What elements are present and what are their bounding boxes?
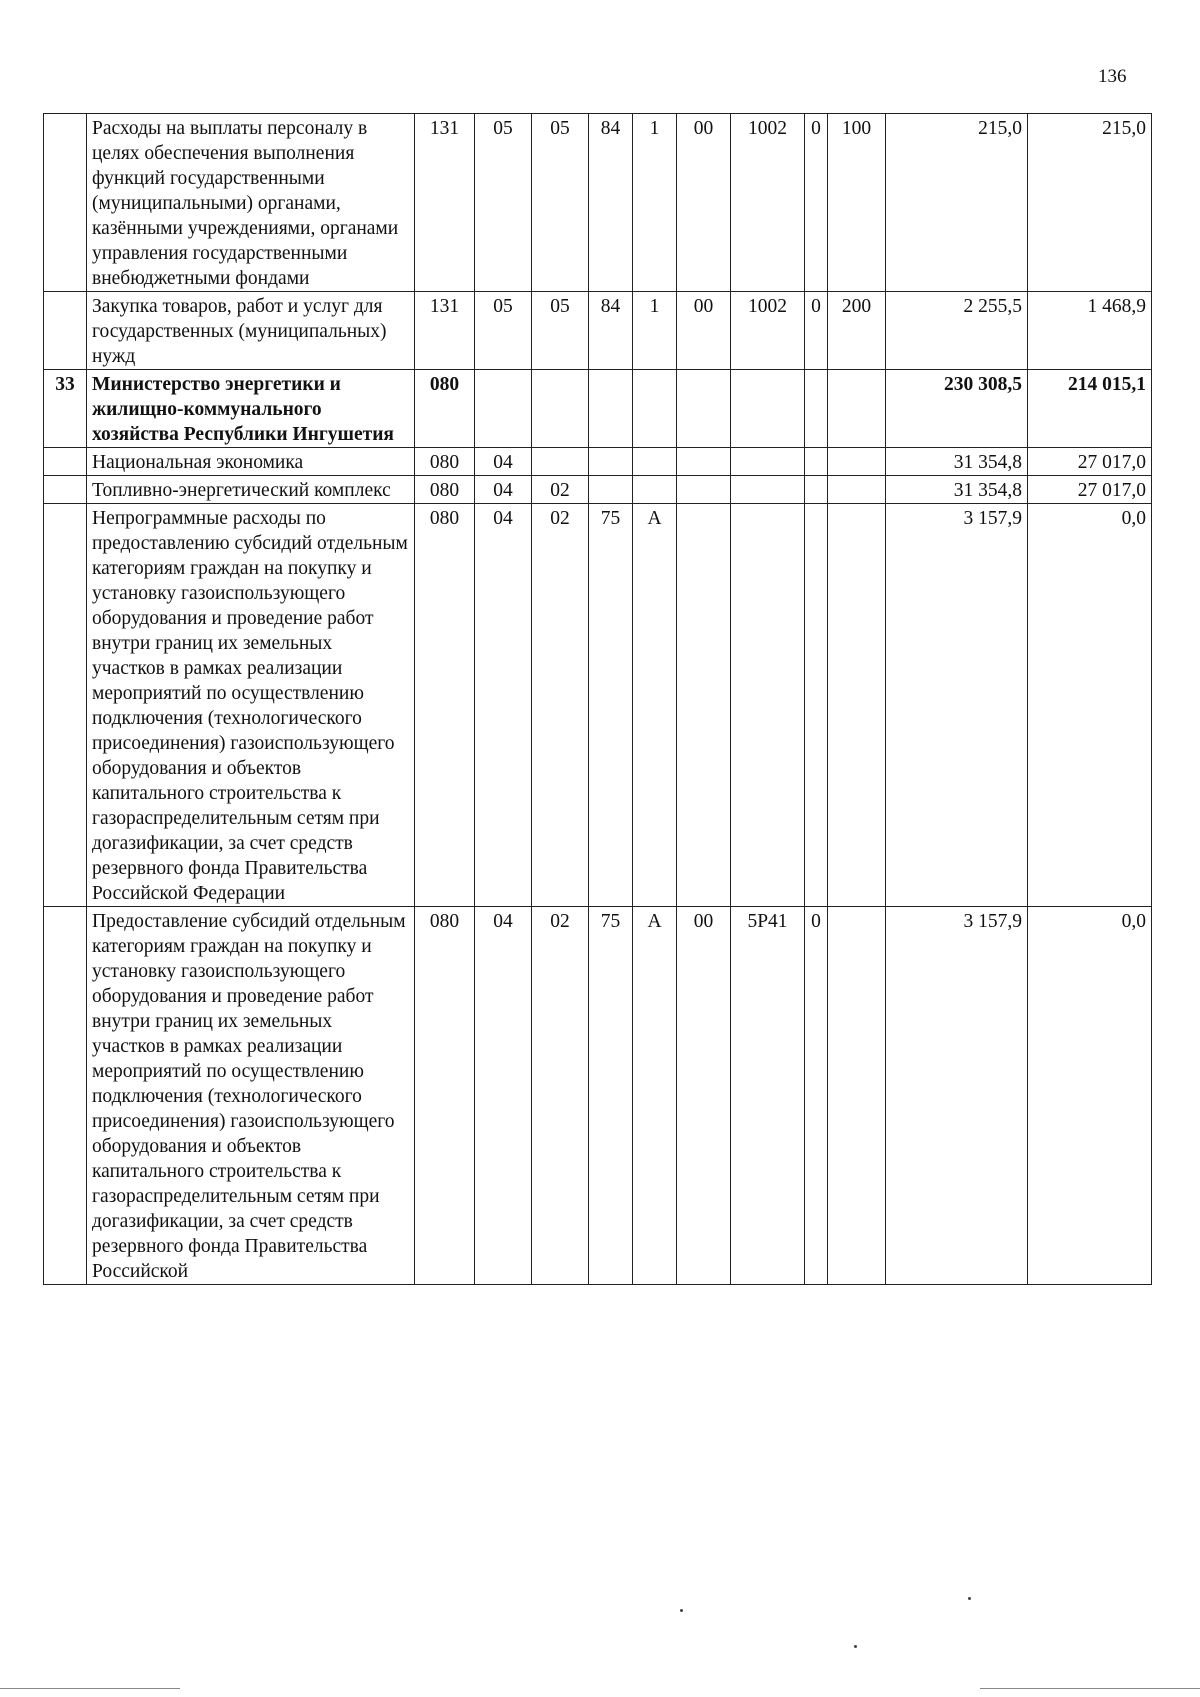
code-event: [677, 476, 731, 504]
code-subprogram: 1: [633, 114, 677, 292]
code-gr: 080: [415, 504, 475, 907]
amount-1: 31 354,8: [886, 476, 1028, 504]
row-number: [44, 292, 87, 370]
code-pr: 05: [532, 114, 589, 292]
code-program: [589, 370, 633, 448]
code-vr: [828, 448, 886, 476]
row-number: 33: [44, 370, 87, 448]
code-event: [677, 370, 731, 448]
code-subprogram: 1: [633, 292, 677, 370]
code-vr: [828, 370, 886, 448]
code-subdirection: 0: [805, 292, 828, 370]
table-row: [44, 504, 1152, 907]
row-number: [44, 114, 87, 292]
code-event: 00: [677, 907, 731, 1285]
row-number: [44, 476, 87, 504]
code-pr: 05: [532, 292, 589, 370]
code-gr: 080: [415, 907, 475, 1285]
code-program: 84: [589, 114, 633, 292]
code-vr: [828, 504, 886, 907]
code-program: 84: [589, 292, 633, 370]
code-pr: [532, 370, 589, 448]
amount-1: 3 157,9: [886, 907, 1028, 1285]
code-gr: 080: [415, 476, 475, 504]
code-subprogram: А: [633, 907, 677, 1285]
code-pr: 02: [532, 504, 589, 907]
row-number: [44, 504, 87, 907]
code-rz: 04: [475, 476, 532, 504]
code-rz: 04: [475, 448, 532, 476]
row-number: [44, 448, 87, 476]
code-subdirection: [805, 370, 828, 448]
code-subprogram: [633, 476, 677, 504]
code-vr: [828, 476, 886, 504]
table-row: [44, 114, 1152, 292]
item-name: Министерство энергетики и жилищно-коммунального хозяйства Республики Ингушетия: [87, 370, 415, 448]
table-row: [44, 907, 1152, 1285]
code-pr: 02: [532, 476, 589, 504]
code-rz: [475, 370, 532, 448]
code-subdirection: 0: [805, 907, 828, 1285]
budget-table: [43, 113, 1152, 1285]
code-direction: [731, 448, 805, 476]
code-subprogram: [633, 448, 677, 476]
item-name: Закупка товаров, работ и услуг для государственных (муниципальных) нужд: [87, 292, 415, 370]
item-name: Национальная экономика: [87, 448, 415, 476]
code-rz: 04: [475, 504, 532, 907]
code-subdirection: [805, 504, 828, 907]
code-vr: [828, 907, 886, 1285]
item-name: Предоставление субсидий отдельным категориям граждан на покупку и установку газоиспользующего оборудования и проведение работ внутри границ их земельных участков в рамках реализации мероприятий по осуществлению подключения (технологического присоединения) газоиспользующего оборудования и объектов капитального строительства к газораспределительным сетям при догазификации, за счет средств резервного фонда Правительства Российской: [87, 907, 415, 1285]
amount-1: 31 354,8: [886, 448, 1028, 476]
code-event: 00: [677, 114, 731, 292]
code-gr: 131: [415, 292, 475, 370]
code-gr: 080: [415, 448, 475, 476]
item-name: Топливно-энергетический комплекс: [87, 476, 415, 504]
code-rz: 05: [475, 114, 532, 292]
page-number: 136: [1098, 66, 1127, 87]
code-subdirection: 0: [805, 114, 828, 292]
code-gr: 080: [415, 370, 475, 448]
code-gr: 131: [415, 114, 475, 292]
amount-2: 215,0: [1028, 114, 1152, 292]
code-rz: 04: [475, 907, 532, 1285]
amount-2: 214 015,1: [1028, 370, 1152, 448]
code-pr: [532, 448, 589, 476]
table-row: [44, 292, 1152, 370]
code-subprogram: [633, 370, 677, 448]
amount-1: 230 308,5: [886, 370, 1028, 448]
code-program: [589, 476, 633, 504]
amount-2: 0,0: [1028, 907, 1152, 1285]
table-row: [44, 476, 1152, 504]
amount-1: 3 157,9: [886, 504, 1028, 907]
amount-1: 215,0: [886, 114, 1028, 292]
code-subdirection: [805, 476, 828, 504]
code-direction: 5P41: [731, 907, 805, 1285]
code-event: [677, 448, 731, 476]
code-direction: [731, 476, 805, 504]
item-name: Расходы на выплаты персоналу в целях обеспечения выполнения функций государственными (муниципальными) органами, казёнными учреждениями, органами управления государственными внебюджетными фондами: [87, 114, 415, 292]
code-program: [589, 448, 633, 476]
code-vr: 100: [828, 114, 886, 292]
code-event: 00: [677, 292, 731, 370]
code-subprogram: А: [633, 504, 677, 907]
code-pr: 02: [532, 907, 589, 1285]
amount-2: 27 017,0: [1028, 448, 1152, 476]
amount-2: 1 468,9: [1028, 292, 1152, 370]
code-rz: 05: [475, 292, 532, 370]
code-program: 75: [589, 907, 633, 1285]
code-program: 75: [589, 504, 633, 907]
amount-2: 0,0: [1028, 504, 1152, 907]
code-event: [677, 504, 731, 907]
amount-1: 2 255,5: [886, 292, 1028, 370]
code-direction: 1002: [731, 292, 805, 370]
code-direction: 1002: [731, 114, 805, 292]
code-vr: 200: [828, 292, 886, 370]
table-row: [44, 448, 1152, 476]
code-direction: [731, 370, 805, 448]
item-name: Непрограммные расходы по предоставлению субсидий отдельным категориям граждан на покупку и установку газоиспользующего оборудования и проведение работ внутри границ их земельных участков в рамках реализации мероприятий по осуществлению подключения (технологического присоединения) газоиспользующего оборудования и объектов капитального строительства к газораспределительным сетям при догазификации, за счет средств резервного фонда Правительства Российской Федерации: [87, 504, 415, 907]
table-row: [44, 370, 1152, 448]
row-number: [44, 907, 87, 1285]
code-direction: [731, 504, 805, 907]
amount-2: 27 017,0: [1028, 476, 1152, 504]
code-subdirection: [805, 448, 828, 476]
